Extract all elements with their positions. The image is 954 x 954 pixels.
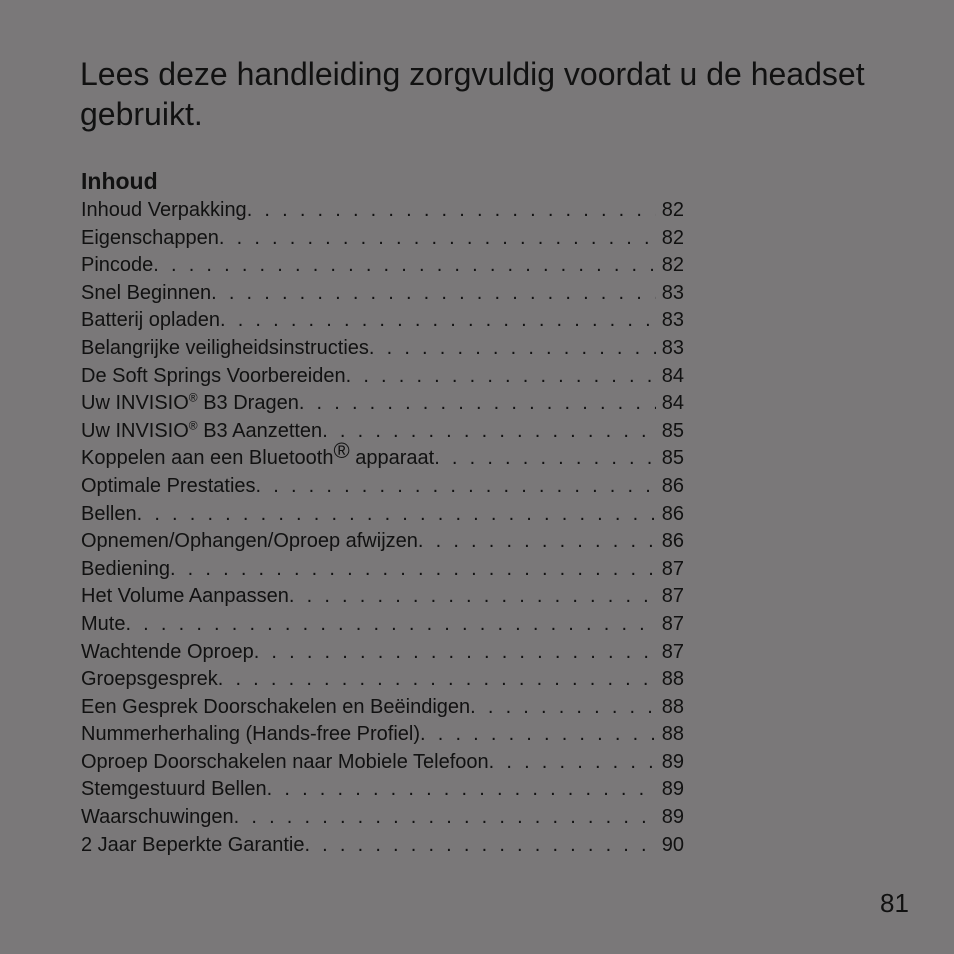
toc-entry [81, 583, 684, 611]
registered-mark: ® [333, 438, 350, 464]
toc-entry-text: Optimale Prestaties [81, 474, 256, 497]
toc-entry-label [81, 280, 211, 308]
toc-entry-page: 88 [661, 723, 684, 746]
toc-entry-text: Pincode [81, 254, 154, 277]
toc-entry-text: Uw INVISIO [81, 419, 189, 442]
toc-entry-text: Snel Beginnen [81, 281, 212, 304]
toc-entry-label [81, 721, 420, 749]
toc-entry-label [81, 776, 267, 804]
toc-entry-label [81, 556, 170, 584]
toc-entry-page: 88 [661, 668, 684, 691]
toc-entry-text: Mute [81, 612, 126, 635]
dot-leader [420, 721, 656, 749]
toc-entry [81, 473, 684, 501]
toc-entry [81, 307, 684, 335]
page-number: 81 [880, 888, 909, 918]
toc-entry-label [81, 438, 435, 473]
toc-entry [81, 639, 684, 667]
toc-entry-text: Het Volume Aanpassen [81, 585, 289, 608]
toc-entry-text: Eigenschappen [81, 226, 219, 249]
toc-entry-label [81, 583, 289, 611]
toc-entry-text: Oproep Doorschakelen naar Mobiele Telefoon [81, 750, 489, 773]
toc-entry-text: De Soft Springs Voorbereiden [81, 364, 346, 387]
toc-entry-label [81, 307, 220, 335]
toc-entry-label [81, 252, 153, 280]
table-of-contents [81, 197, 684, 859]
toc-entry [81, 556, 684, 584]
toc-entry [81, 832, 684, 860]
toc-entry-label [81, 197, 247, 225]
toc-entry-text: Bediening [81, 557, 170, 580]
toc-entry-page: 83 [661, 309, 684, 332]
toc-entry-text: Nummerherhaling (Hands-free Profiel) [81, 723, 421, 746]
toc-entry-text-suffix: B3 Aanzetten [197, 419, 323, 442]
toc-entry-text: Uw INVISIO [81, 392, 189, 415]
toc-entry-text-suffix: B3 Dragen [197, 392, 299, 415]
toc-entry [81, 666, 684, 694]
toc-heading: Inhoud [81, 168, 158, 194]
dot-leader [234, 804, 656, 832]
toc-entry-page: 88 [661, 695, 684, 718]
toc-entry-text: Groepsgesprek [81, 668, 218, 691]
toc-entry-label [81, 666, 218, 694]
toc-entry-page: 84 [661, 392, 684, 415]
dot-leader [289, 583, 656, 611]
toc-entry [81, 804, 684, 832]
toc-entry [81, 611, 684, 639]
dot-leader [211, 280, 656, 308]
toc-entry-text-suffix: apparaat [349, 447, 435, 470]
toc-entry [81, 280, 684, 308]
toc-entry [81, 776, 684, 804]
dot-leader [218, 666, 656, 694]
toc-entry [81, 197, 684, 225]
toc-entry [81, 252, 684, 280]
dot-leader [219, 225, 656, 253]
toc-entry-text: Stemgestuurd Bellen [81, 778, 267, 801]
toc-entry-label [81, 390, 299, 418]
toc-entry-text: Waarschuwingen [81, 806, 234, 829]
toc-entry-text: Inhoud Verpakking [81, 199, 247, 221]
toc-entry [81, 418, 684, 446]
toc-entry-label [81, 694, 470, 722]
toc-entry-page: 89 [661, 806, 684, 829]
toc-entry-page: 89 [661, 750, 684, 773]
toc-entry-page: 86 [661, 474, 684, 497]
toc-entry-label [81, 225, 219, 253]
toc-entry [81, 335, 684, 363]
toc-entry-page: 84 [661, 364, 684, 387]
dot-leader [489, 749, 656, 777]
toc-entry-page: 85 [661, 447, 684, 470]
toc-entry-text: Opnemen/Ophangen/Oproep afwijzen [81, 530, 418, 553]
toc-entry-page: 86 [661, 502, 684, 525]
toc-entry-page: 85 [661, 419, 684, 442]
dot-leader [267, 776, 656, 804]
toc-entry-page: 83 [661, 281, 684, 304]
toc-entry-page: 90 [661, 833, 684, 856]
toc-entry-text: Een Gesprek Doorschakelen en Beëindigen [81, 695, 471, 718]
dot-leader [346, 363, 656, 391]
dot-leader [247, 197, 656, 225]
registered-mark: ® [188, 418, 198, 433]
toc-entry-label [81, 832, 304, 860]
toc-entry-label [81, 749, 489, 777]
dot-leader [304, 832, 655, 860]
dot-leader [256, 473, 656, 501]
toc-entry-page: 87 [661, 612, 684, 635]
toc-entry-page: 87 [661, 557, 684, 580]
toc-entry-label [81, 473, 256, 501]
toc-entry-page: 83 [661, 336, 684, 359]
toc-entry-text: Belangrijke veiligheidsinstructies [81, 336, 369, 359]
toc-entry-label [81, 363, 346, 391]
toc-entry-label [81, 501, 137, 529]
toc-entry-label [81, 335, 369, 363]
dot-leader [220, 307, 656, 335]
toc-entry [81, 363, 684, 391]
toc-entry [81, 749, 684, 777]
toc-entry-page: 82 [661, 199, 684, 221]
toc-entry-text: Batterij opladen [81, 309, 220, 332]
toc-entry-label [81, 528, 418, 556]
toc-entry-page: 89 [661, 778, 684, 801]
toc-entry [81, 694, 684, 722]
dot-leader [137, 501, 656, 529]
page-title: Lees deze handleiding zorgvuldig voordat u de headset gebruikt. [80, 56, 865, 132]
toc-entry-label [81, 639, 254, 667]
toc-entry [81, 225, 684, 253]
dot-leader [170, 556, 656, 584]
toc-entry-label [81, 418, 322, 446]
toc-entry-page: 87 [661, 585, 684, 608]
dot-leader [434, 445, 656, 473]
dot-leader [254, 639, 656, 667]
dot-leader [418, 528, 656, 556]
dot-leader [369, 335, 656, 363]
toc-entry [81, 528, 684, 556]
toc-entry-page: 86 [661, 530, 684, 553]
dot-leader [153, 252, 655, 280]
dot-leader [299, 390, 656, 418]
toc-entry-page: 82 [661, 226, 684, 249]
toc-entry-text: 2 Jaar Beperkte Garantie [81, 833, 305, 856]
toc-entry-text: Wachtende Oproep [81, 640, 254, 663]
toc-entry [81, 721, 684, 749]
dot-leader [470, 694, 656, 722]
toc-entry-text: Bellen [81, 502, 137, 525]
toc-entry-label [81, 804, 234, 832]
toc-entry-text: Koppelen aan een Bluetooth [81, 447, 334, 470]
toc-entry-page: 82 [661, 254, 684, 277]
dot-leader [322, 418, 656, 446]
toc-entry-label [81, 611, 125, 639]
dot-leader [125, 611, 655, 639]
toc-entry-page: 87 [661, 640, 684, 663]
toc-entry [81, 438, 684, 473]
toc-entry [81, 501, 684, 529]
toc-entry [81, 390, 684, 418]
registered-mark: ® [188, 390, 198, 405]
